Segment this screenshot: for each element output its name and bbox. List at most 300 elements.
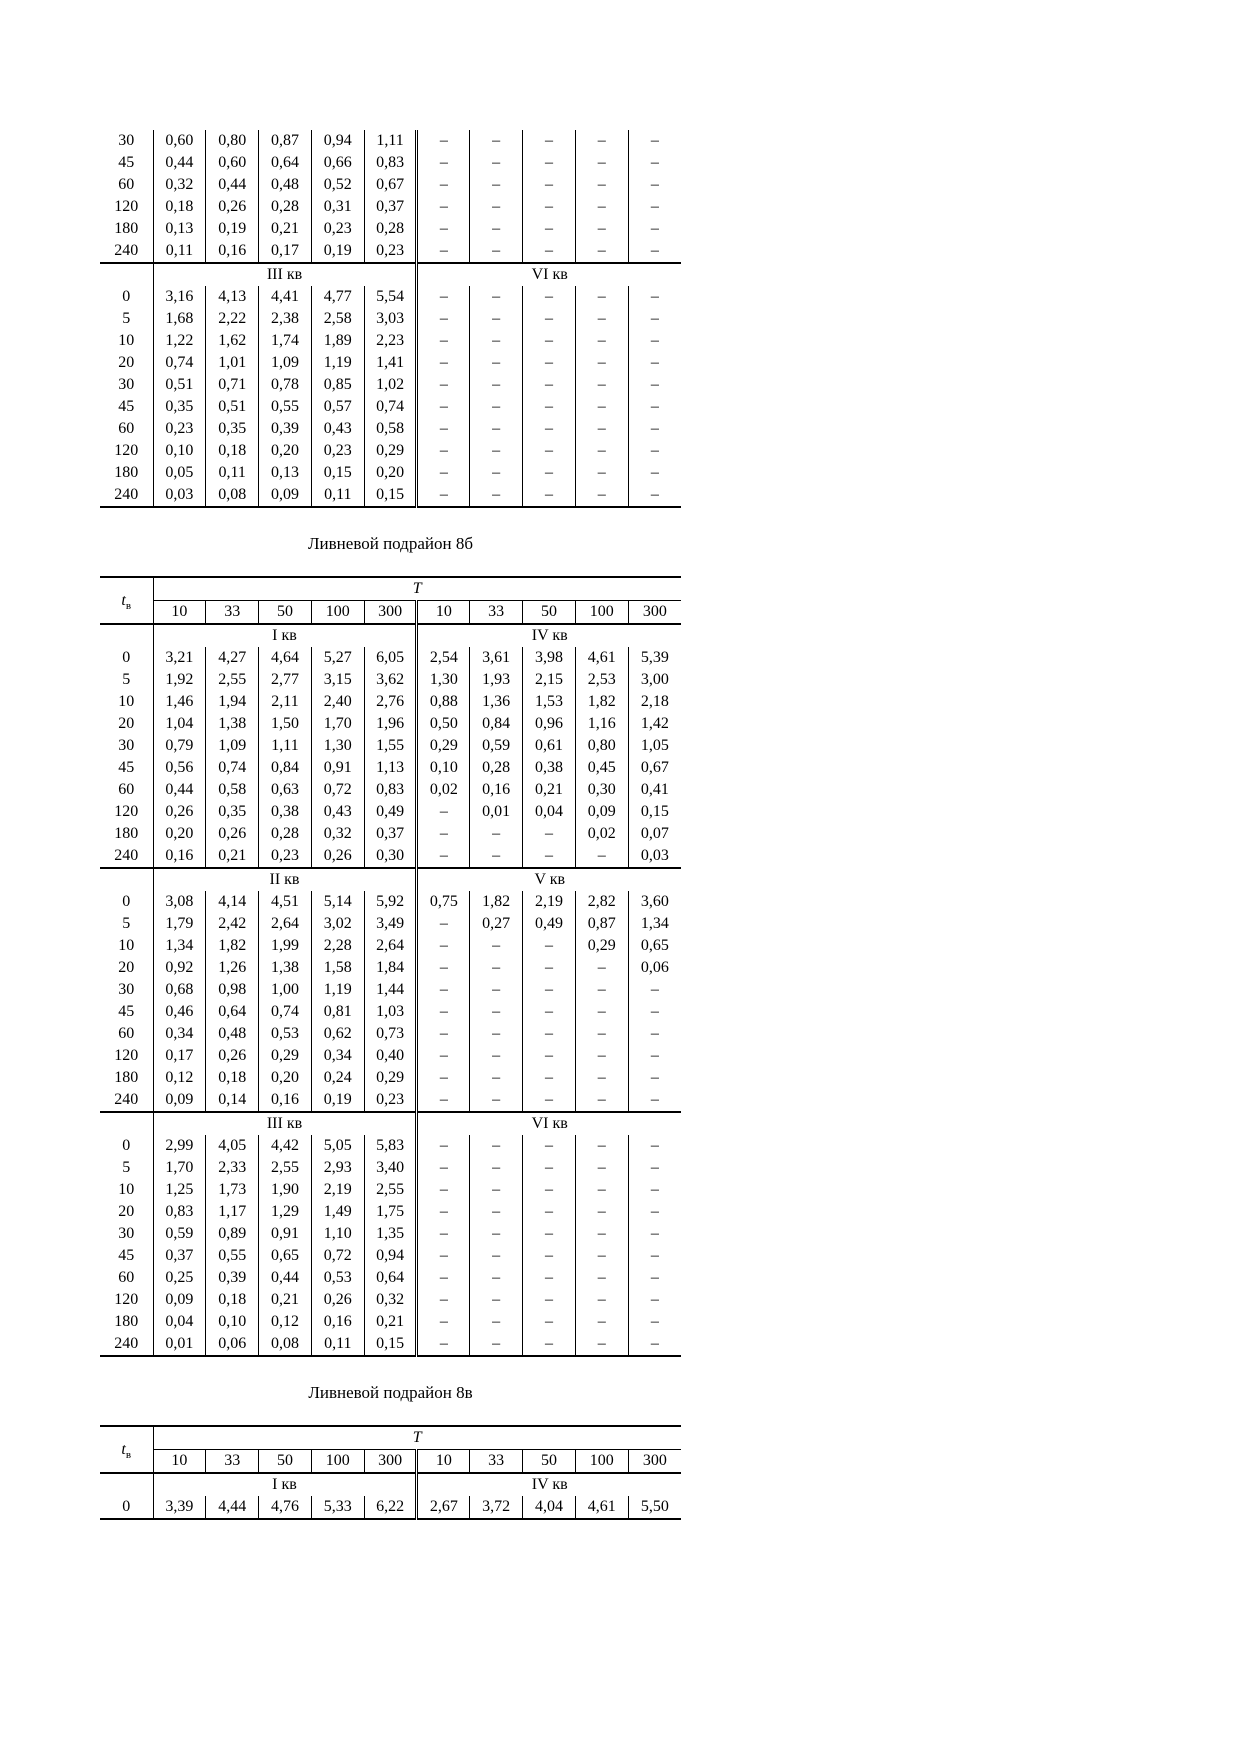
row-time-label: 0 [122, 893, 131, 910]
value-cell: 0,39 [259, 418, 312, 440]
value-cell: 0,18 [206, 1067, 259, 1089]
value-cell: 1,03 [364, 1001, 417, 1023]
value-cell: 1,70 [311, 713, 364, 735]
value-cell: 0,91 [259, 1223, 312, 1245]
value-cell: 0,23 [259, 845, 312, 868]
value-cell: 0,53 [311, 1267, 364, 1289]
data-row [100, 891, 681, 913]
table-8v [100, 1425, 681, 1520]
value-cell: – [417, 1289, 470, 1311]
value-cell: – [628, 352, 681, 374]
value-cell: – [628, 1157, 681, 1179]
table-8v-body [100, 1473, 681, 1519]
value-cell: 4,14 [206, 891, 259, 913]
col-header-cell: 100 [575, 1450, 628, 1474]
value-cell: 0,15 [311, 462, 364, 484]
value-cell: 1,29 [259, 1201, 312, 1223]
value-cell: – [470, 1067, 523, 1089]
value-cell: 0,29 [417, 735, 470, 757]
section-label-right: IV кв [417, 1473, 681, 1496]
value-cell: – [575, 957, 628, 979]
value-cell: 0,75 [417, 891, 470, 913]
T-header-cell [153, 1426, 681, 1450]
value-cell: – [523, 1023, 576, 1045]
value-cell: 0,55 [259, 396, 312, 418]
data-row [100, 1311, 681, 1333]
value-cell: 2,33 [206, 1157, 259, 1179]
value-cell: – [575, 1089, 628, 1112]
value-cell: 1,58 [311, 957, 364, 979]
value-cell: – [523, 330, 576, 352]
value-cell: 0,31 [311, 196, 364, 218]
value-cell: 1,46 [153, 691, 206, 713]
value-cell: 0,37 [364, 196, 417, 218]
value-cell: 0,83 [364, 779, 417, 801]
value-cell: – [575, 1157, 628, 1179]
value-cell: – [417, 1223, 470, 1245]
T-variable: T [412, 580, 422, 597]
value-cell: – [470, 374, 523, 396]
col-header-cell: 100 [311, 1450, 364, 1474]
value-cell: 0,26 [206, 196, 259, 218]
value-cell: 5,92 [364, 891, 417, 913]
value-cell: 0,38 [259, 801, 312, 823]
value-cell: 0,26 [311, 1289, 364, 1311]
value-cell: 0,07 [628, 823, 681, 845]
value-cell: – [523, 286, 576, 308]
value-cell: 0,30 [364, 845, 417, 868]
value-cell: – [417, 913, 470, 935]
table-caption-8v: Ливневой подрайон 8в [308, 1383, 473, 1402]
value-cell: 0,72 [311, 1245, 364, 1267]
row-time-label: 60 [118, 1269, 135, 1286]
header-row-T [100, 577, 681, 601]
value-cell: 5,33 [311, 1496, 364, 1519]
data-row [100, 757, 681, 779]
row-time-label: 5 [122, 310, 131, 327]
value-cell: 1,42 [628, 713, 681, 735]
value-cell: 2,82 [575, 891, 628, 913]
value-cell: 1,01 [206, 352, 259, 374]
value-cell: 0,44 [153, 779, 206, 801]
value-cell: – [470, 352, 523, 374]
value-cell: – [417, 1245, 470, 1267]
value-cell: – [628, 1067, 681, 1089]
value-cell: 1,19 [311, 352, 364, 374]
value-cell: 1,26 [206, 957, 259, 979]
value-cell: 3,72 [470, 1496, 523, 1519]
value-cell: 0,29 [259, 1045, 312, 1067]
value-cell: – [575, 1333, 628, 1356]
value-cell: 0,59 [470, 735, 523, 757]
value-cell: 1,89 [311, 330, 364, 352]
data-row [100, 1045, 681, 1067]
corner-t-label: $t_в$ [100, 577, 153, 624]
value-cell: – [470, 1135, 523, 1157]
value-cell: 0,39 [206, 1267, 259, 1289]
value-cell: 1,34 [153, 935, 206, 957]
value-cell: – [470, 1333, 523, 1356]
value-cell: 2,19 [523, 891, 576, 913]
value-cell: 1,16 [575, 713, 628, 735]
section-label-right: VI кв [417, 263, 681, 286]
value-cell: – [523, 1089, 576, 1112]
value-cell: 2,64 [259, 913, 312, 935]
value-cell: 1,00 [259, 979, 312, 1001]
row-time-label: 30 [118, 737, 135, 754]
value-cell: 0,83 [364, 152, 417, 174]
value-cell: – [523, 1267, 576, 1289]
value-cell: – [417, 440, 470, 462]
value-cell: – [628, 1333, 681, 1356]
value-cell: – [470, 1267, 523, 1289]
empty-cell [100, 1473, 153, 1496]
value-cell: – [417, 462, 470, 484]
table-continuation [100, 130, 681, 508]
data-row [100, 1001, 681, 1023]
value-cell: 1,05 [628, 735, 681, 757]
value-cell: 3,60 [628, 891, 681, 913]
value-cell: 2,15 [523, 669, 576, 691]
value-cell: – [417, 240, 470, 263]
value-cell: 0,48 [259, 174, 312, 196]
empty-cell [100, 1112, 153, 1135]
value-cell: 2,99 [153, 1135, 206, 1157]
value-cell: – [575, 484, 628, 507]
row-time-label: 30 [118, 1225, 135, 1242]
value-cell: – [628, 308, 681, 330]
value-cell: – [523, 1157, 576, 1179]
value-cell: – [575, 352, 628, 374]
value-cell: 4,13 [206, 286, 259, 308]
value-cell: – [523, 440, 576, 462]
value-cell: – [628, 462, 681, 484]
value-cell: 0,63 [259, 779, 312, 801]
value-cell: 0,19 [206, 218, 259, 240]
value-cell: 0,18 [206, 440, 259, 462]
row-time-label: 180 [114, 464, 139, 481]
value-cell: 0,18 [153, 196, 206, 218]
data-row [100, 1023, 681, 1045]
value-cell: 5,14 [311, 891, 364, 913]
section-header-row [100, 868, 681, 891]
section-label-left: II кв [153, 868, 417, 891]
value-cell: 0,18 [206, 1289, 259, 1311]
value-cell: – [575, 1179, 628, 1201]
data-row [100, 484, 681, 507]
value-cell: – [523, 174, 576, 196]
data-row [100, 1245, 681, 1267]
value-cell: 0,40 [364, 1045, 417, 1067]
value-cell: 0,03 [153, 484, 206, 507]
value-cell: 2,53 [575, 669, 628, 691]
value-cell: 2,18 [628, 691, 681, 713]
value-cell: 0,37 [153, 1245, 206, 1267]
value-cell: 0,74 [206, 757, 259, 779]
value-cell: – [523, 1001, 576, 1023]
value-cell: – [575, 374, 628, 396]
value-cell: 3,61 [470, 647, 523, 669]
value-cell: 1,49 [311, 1201, 364, 1223]
value-cell: – [523, 1223, 576, 1245]
section-header-row [100, 1112, 681, 1135]
value-cell: 0,43 [311, 801, 364, 823]
value-cell: – [628, 1089, 681, 1112]
value-cell: 3,39 [153, 1496, 206, 1519]
value-cell: – [523, 957, 576, 979]
value-cell: – [470, 286, 523, 308]
row-time-label: 45 [118, 759, 135, 776]
value-cell: 2,28 [311, 935, 364, 957]
value-cell: – [470, 845, 523, 868]
value-cell: 0,62 [311, 1023, 364, 1045]
row-time-label: 120 [114, 442, 139, 459]
value-cell: 0,29 [575, 935, 628, 957]
value-cell: – [575, 462, 628, 484]
value-cell: 0,84 [470, 713, 523, 735]
data-row [100, 957, 681, 979]
value-cell: 0,71 [206, 374, 259, 396]
value-cell: 1,11 [259, 735, 312, 757]
empty-cell [100, 624, 153, 647]
data-row [100, 418, 681, 440]
value-cell: 0,21 [206, 845, 259, 868]
value-cell: 0,16 [153, 845, 206, 868]
value-cell: 0,02 [575, 823, 628, 845]
col-header-cell: 300 [364, 1450, 417, 1474]
value-cell: 1,38 [259, 957, 312, 979]
value-cell: 4,61 [575, 1496, 628, 1519]
section-label-left: I кв [153, 1473, 417, 1496]
section-label-left: I кв [153, 624, 417, 647]
value-cell: – [575, 1311, 628, 1333]
value-cell: 0,38 [523, 757, 576, 779]
value-cell: – [470, 218, 523, 240]
value-cell: – [417, 1333, 470, 1356]
value-cell: 0,06 [628, 957, 681, 979]
value-cell: – [417, 1179, 470, 1201]
value-cell: 0,11 [153, 240, 206, 263]
value-cell: – [470, 174, 523, 196]
value-cell: 1,75 [364, 1201, 417, 1223]
value-cell: – [470, 957, 523, 979]
value-cell: 0,09 [153, 1289, 206, 1311]
value-cell: – [470, 396, 523, 418]
data-row [100, 286, 681, 308]
value-cell: – [417, 352, 470, 374]
value-cell: 0,59 [153, 1223, 206, 1245]
value-cell: – [470, 823, 523, 845]
value-cell: 0,23 [311, 440, 364, 462]
value-cell: – [575, 440, 628, 462]
value-cell: 0,65 [628, 935, 681, 957]
value-cell: – [575, 1267, 628, 1289]
data-row [100, 330, 681, 352]
value-cell: 2,67 [417, 1496, 470, 1519]
value-cell: 0,29 [364, 1067, 417, 1089]
value-cell: 1,44 [364, 979, 417, 1001]
value-cell: – [417, 418, 470, 440]
section-header-row [100, 263, 681, 286]
value-cell: – [417, 374, 470, 396]
value-cell: 1,70 [153, 1157, 206, 1179]
value-cell: – [417, 823, 470, 845]
empty-cell [100, 263, 153, 286]
value-cell: 0,03 [628, 845, 681, 868]
value-cell: 1,82 [470, 891, 523, 913]
value-cell: 3,49 [364, 913, 417, 935]
value-cell: – [523, 1311, 576, 1333]
value-cell: 1,13 [364, 757, 417, 779]
value-cell: 0,09 [153, 1089, 206, 1112]
value-cell: 0,49 [364, 801, 417, 823]
data-row [100, 801, 681, 823]
value-cell: – [628, 1023, 681, 1045]
value-cell: – [628, 1223, 681, 1245]
value-cell: 0,09 [575, 801, 628, 823]
value-cell: – [628, 440, 681, 462]
row-time-label: 180 [114, 825, 139, 842]
value-cell: – [628, 396, 681, 418]
value-cell: 0,64 [259, 152, 312, 174]
row-time-label: 5 [122, 915, 131, 932]
value-cell: 0,28 [259, 196, 312, 218]
value-cell: – [417, 1267, 470, 1289]
value-cell: – [470, 130, 523, 152]
value-cell: – [628, 1311, 681, 1333]
value-cell: – [628, 1289, 681, 1311]
value-cell: 1,74 [259, 330, 312, 352]
value-cell: 0,67 [628, 757, 681, 779]
value-cell: 0,21 [259, 218, 312, 240]
value-cell: 0,79 [153, 735, 206, 757]
value-cell: 1,55 [364, 735, 417, 757]
value-cell: 0,74 [153, 352, 206, 374]
value-cell: 1,09 [206, 735, 259, 757]
value-cell: 0,87 [259, 130, 312, 152]
value-cell: 0,02 [417, 779, 470, 801]
value-cell: 0,94 [364, 1245, 417, 1267]
value-cell: 0,11 [311, 484, 364, 507]
value-cell: 0,12 [153, 1067, 206, 1089]
row-time-label: 240 [100, 845, 153, 868]
value-cell: – [628, 1201, 681, 1223]
value-cell: 5,50 [628, 1496, 681, 1519]
value-cell: 0,73 [364, 1023, 417, 1045]
row-time-label: 5 [122, 1159, 131, 1176]
table-8b [100, 576, 681, 1357]
value-cell: 0,68 [153, 979, 206, 1001]
value-cell: 1,02 [364, 374, 417, 396]
value-cell: 1,92 [153, 669, 206, 691]
value-cell: 0,81 [311, 1001, 364, 1023]
value-cell: – [417, 1067, 470, 1089]
value-cell: – [575, 240, 628, 263]
value-cell: 0,30 [575, 779, 628, 801]
value-cell: 2,76 [364, 691, 417, 713]
col-header-cell: 50 [259, 601, 312, 625]
row-time-label: 30 [118, 981, 135, 998]
value-cell: – [470, 196, 523, 218]
page-content [100, 130, 681, 1520]
value-cell: 1,68 [153, 308, 206, 330]
value-cell: 0,74 [364, 396, 417, 418]
value-cell: – [628, 979, 681, 1001]
value-cell: 1,38 [206, 713, 259, 735]
row-time-label: 45 [118, 1247, 135, 1264]
value-cell: – [470, 1201, 523, 1223]
value-cell: 0,10 [153, 440, 206, 462]
row-time-label: 120 [114, 803, 139, 820]
value-cell: – [470, 1223, 523, 1245]
row-time-label: 5 [122, 671, 131, 688]
row-time-label: 0 [122, 1137, 131, 1154]
value-cell: – [523, 308, 576, 330]
value-cell: 0,98 [206, 979, 259, 1001]
col-header-cell: 10 [153, 601, 206, 625]
value-cell: 1,35 [364, 1223, 417, 1245]
value-cell: 1,17 [206, 1201, 259, 1223]
value-cell: 1,10 [311, 1223, 364, 1245]
value-cell: 0,35 [206, 801, 259, 823]
value-cell: 0,46 [153, 1001, 206, 1023]
value-cell: 0,15 [364, 1333, 417, 1356]
data-row [100, 352, 681, 374]
data-row [100, 1157, 681, 1179]
value-cell: – [575, 1289, 628, 1311]
value-cell: – [575, 330, 628, 352]
row-time-label: 45 [118, 154, 135, 171]
value-cell: – [417, 152, 470, 174]
col-header-cell: 33 [206, 601, 259, 625]
data-row [100, 440, 681, 462]
value-cell: – [417, 957, 470, 979]
value-cell: 0,28 [364, 218, 417, 240]
value-cell: 0,85 [311, 374, 364, 396]
value-cell: 0,88 [417, 691, 470, 713]
value-cell: – [523, 462, 576, 484]
data-row [100, 691, 681, 713]
data-row [100, 1267, 681, 1289]
value-cell: 1,82 [575, 691, 628, 713]
row-time-label: 30 [118, 132, 135, 149]
value-cell: 0,60 [153, 130, 206, 152]
value-cell: 0,17 [153, 1045, 206, 1067]
value-cell: 0,66 [311, 152, 364, 174]
value-cell: 1,22 [153, 330, 206, 352]
value-cell: 3,00 [628, 669, 681, 691]
data-row [100, 308, 681, 330]
value-cell: 1,94 [206, 691, 259, 713]
data-row [100, 240, 681, 263]
value-cell: – [470, 1179, 523, 1201]
value-cell: 0,84 [259, 757, 312, 779]
value-cell: 1,84 [364, 957, 417, 979]
value-cell: 1,34 [628, 913, 681, 935]
value-cell: 0,67 [364, 174, 417, 196]
value-cell: 0,91 [311, 757, 364, 779]
value-cell: 4,42 [259, 1135, 312, 1157]
data-row [100, 823, 681, 845]
value-cell: 5,27 [311, 647, 364, 669]
value-cell: 0,20 [259, 440, 312, 462]
value-cell: – [470, 440, 523, 462]
value-cell: 5,05 [311, 1135, 364, 1157]
value-cell: – [523, 1135, 576, 1157]
value-cell: – [628, 1001, 681, 1023]
value-cell: 0,21 [523, 779, 576, 801]
value-cell: 0,26 [206, 1045, 259, 1067]
